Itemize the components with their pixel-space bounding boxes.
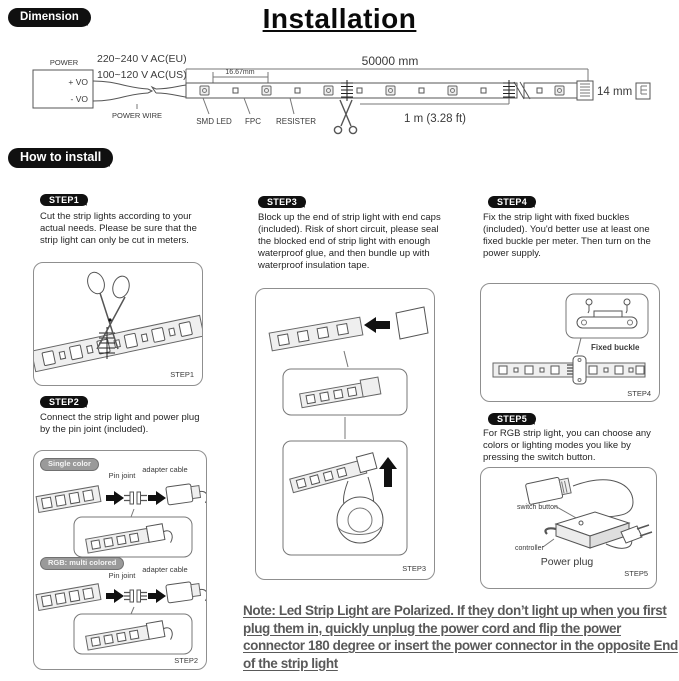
controller-leader <box>543 539 554 547</box>
step3-text: Block up the end of strip light with end caps (included). Risk of short circuit, please seal the blocked end of strip light with enough waterproof glue, and then bundle up with waterproof insulation tape. <box>258 212 441 271</box>
adapter-cable-art <box>525 475 571 504</box>
arrow-right <box>106 589 124 603</box>
fixed-buckle-art <box>577 311 637 328</box>
adapter-cable-label: adapter cable <box>142 465 188 474</box>
pin-joint-4pin <box>124 590 147 602</box>
rgb-badge: RGB: multi colored <box>40 557 124 570</box>
mounted-buckle <box>573 356 586 384</box>
power-wires <box>93 81 186 101</box>
strip-art <box>34 315 202 371</box>
fpc-label: FPC <box>245 117 261 126</box>
pin-joint-2pin <box>124 492 147 504</box>
step1-text: Cut the strip lights according to your actual needs. Please be sure that the strip light can only be cut in meters. <box>40 211 197 246</box>
join-line <box>131 509 134 517</box>
join-line <box>131 607 134 614</box>
step4-text: Fix the strip light with fixed buckles (included). You'd better use at least one fixed buckle per meter. Then turn on the power supply. <box>483 212 651 259</box>
join-line <box>344 351 348 367</box>
page-title: Installation <box>262 3 417 34</box>
step3-figure-label: STEP3 <box>402 564 426 573</box>
adapter-cable-art <box>166 580 206 606</box>
adapter-cable-art <box>166 482 206 508</box>
step5-text: For RGB strip light, you can choose any colors or lighting modes you like by pressing the switch button. <box>483 428 651 463</box>
fixed-buckle-label: Fixed buckle <box>591 343 640 352</box>
switch-leader <box>555 506 578 519</box>
joined-strip-art <box>85 619 173 654</box>
scissors-icon <box>334 100 356 134</box>
smd-led-label: SMD LED <box>196 117 232 126</box>
step4-figure <box>480 283 660 402</box>
power-plug-label: Power plug <box>540 556 594 568</box>
voltage-us-label: 100~120 V AC(US) <box>97 69 187 81</box>
capped-strip-art <box>299 377 381 408</box>
strip-art <box>493 363 645 377</box>
led-pitch-label: 16.67mm <box>225 69 255 76</box>
arrow-left <box>148 589 166 603</box>
single-color-badge: Single color <box>40 458 99 471</box>
strip-art <box>269 317 363 351</box>
resister-label: RESISTER <box>275 117 317 126</box>
cable-wire <box>573 480 633 517</box>
buckle-inset-box <box>566 294 648 338</box>
step2-text: Connect the strip light and power plug by the pin joint (included). <box>40 412 200 435</box>
step5-figure <box>480 467 657 589</box>
arrow-right <box>106 491 124 505</box>
pin-joint-label: Pin joint <box>108 471 136 480</box>
step2-badge: STEP2 <box>40 396 88 408</box>
polarity-note: Note: Led Strip Light are Polarized. If they don’t light up when you first plug them in, quickly unplug the power cord and flip the power connector 180 degree or insert the power connector in the opposite End of the strip light <box>243 603 678 671</box>
adapter-cable-label: adapter cable <box>142 565 188 574</box>
vo-minus-label: - VO <box>70 94 88 104</box>
step1-figure-label: STEP1 <box>170 370 194 379</box>
dimension-section-badge: Dimension <box>8 8 91 27</box>
power-label: POWER <box>49 58 79 67</box>
controller-art <box>545 512 629 548</box>
how-to-install-badge: How to install <box>8 148 113 168</box>
arrow-left <box>364 317 390 333</box>
joined-strip-art <box>85 522 173 557</box>
step2-figure-label: STEP2 <box>174 656 198 665</box>
insulation-tape-roll <box>337 477 383 543</box>
cut-unit-label: 1 m (3.28 ft) <box>404 113 466 125</box>
step4-figure-label: STEP4 <box>627 389 651 398</box>
component-labels <box>196 98 316 126</box>
controller-label: controller <box>515 545 544 552</box>
arrow-up <box>379 457 397 487</box>
step1-figure <box>33 262 203 386</box>
step3-badge: STEP3 <box>258 196 306 208</box>
end-cap <box>396 307 428 339</box>
arrow-left <box>148 491 166 505</box>
step5-badge: STEP5 <box>488 413 536 425</box>
total-length-label: 50000 mm <box>361 54 419 68</box>
led-pitch-dimension <box>213 69 268 83</box>
pin-joint-label: Pin joint <box>108 571 136 580</box>
switch-button-label: switch button <box>517 504 558 511</box>
spare-connector <box>636 83 650 99</box>
inset-leader <box>577 338 581 354</box>
end-connector <box>577 81 593 100</box>
led-strip <box>186 80 593 101</box>
dimension-diagram <box>0 42 679 142</box>
step4-badge: STEP4 <box>488 196 536 208</box>
cut-unit-dimension <box>360 98 509 125</box>
voltage-eu-label: 220~240 V AC(EU) <box>97 53 187 65</box>
step1-badge: STEP1 <box>40 194 88 206</box>
strip-width-label: 14 mm <box>597 86 633 98</box>
step3-figure <box>255 288 435 580</box>
step5-figure-label: STEP5 <box>624 569 648 578</box>
strip-art <box>36 584 101 611</box>
power-wire-label: POWER WIRE <box>112 111 162 120</box>
taped-strip-art <box>289 453 378 493</box>
strip-art <box>36 486 101 513</box>
step2-figure <box>33 450 207 670</box>
vo-plus-label: + VO <box>68 77 88 87</box>
